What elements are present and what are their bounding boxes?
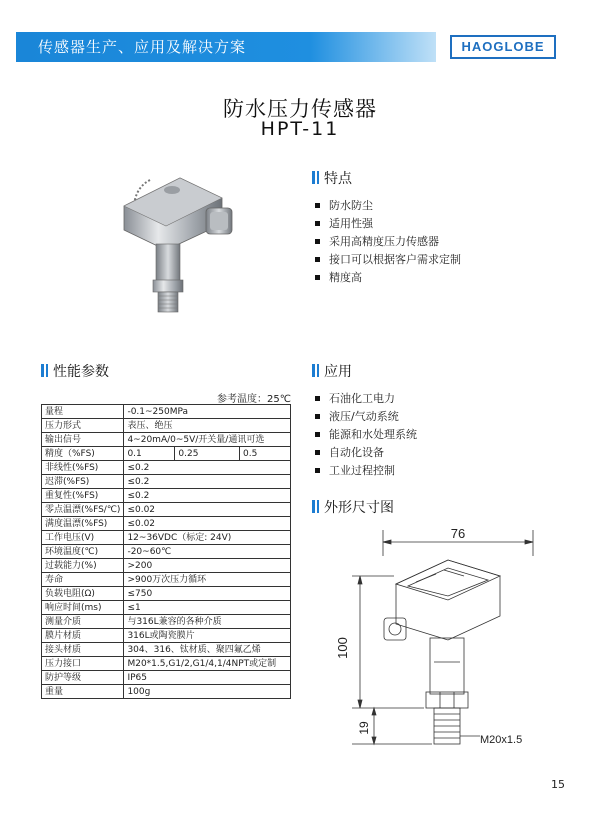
table-row: 迟滞(%FS) ≤0.2 (42, 475, 291, 489)
dim-thread-height-label: 19 (357, 721, 371, 735)
table-row: 测量介质 与316L兼容的各种介质 (42, 615, 291, 629)
product-model: HPT-11 (260, 118, 340, 140)
page-number: 15 (551, 778, 565, 791)
spec-table (41, 404, 291, 699)
dimensions-heading (312, 497, 452, 517)
brand-logo (450, 35, 556, 59)
table-row: 负载电阻(Ω) ≤750 (42, 587, 291, 601)
dim-width-label: 76 (450, 526, 466, 541)
bullet-square-icon (315, 203, 320, 208)
dim-thread-label: M20x1.5 (480, 734, 523, 746)
table-row: 压力形式 表压、绝压 (42, 419, 291, 433)
dimensions-heading-text: 外形尺寸图 (324, 500, 394, 516)
table-row: 精度（%FS) 0.1 0.25 0.5 (42, 447, 291, 461)
list-item: 自动化设备 (313, 446, 417, 464)
list-item: 防水防尘 (313, 199, 461, 217)
features-heading-text: 特点 (324, 171, 352, 187)
table-row: 量程 -0.1~250MPa (42, 405, 291, 419)
table-row: 环境温度(℃) -20~60℃ (42, 545, 291, 559)
header-title: 传感器生产、应用及解决方案 (38, 38, 247, 56)
table-row: 工作电压(V) 12~36VDC（标定: 24V) (42, 531, 291, 545)
features-list (313, 199, 461, 289)
table-row: 重量 100g (42, 685, 291, 699)
table-row: 膜片材质 316L或陶瓷膜片 (42, 629, 291, 643)
performance-heading (41, 361, 161, 381)
performance-heading-text: 性能参数 (53, 364, 109, 380)
list-item: 采用高精度压力传感器 (313, 235, 461, 253)
reference-temperature: 参考温度：25℃ (217, 394, 291, 405)
table-row: 输出信号 4~20mA/0~5V/开关量/通讯可选 (42, 433, 291, 447)
applications-list (313, 392, 417, 482)
dim-height-label: 100 (335, 637, 350, 659)
table-row: 满度温漂(%FS) ≤0.02 (42, 517, 291, 531)
table-row: 压力接口 M20*1.5,G1/2,G1/4,1/4NPT或定制 (42, 657, 291, 671)
table-row: 重复性(%FS) ≤0.2 (42, 489, 291, 503)
bullet-square-icon (315, 221, 320, 226)
table-row: 零点温漂(%FS/℃) ≤0.02 (42, 503, 291, 517)
applications-heading (312, 361, 432, 381)
table-row: 防护等级 IP65 (42, 671, 291, 685)
table-row: 响应时间(ms) ≤1 (42, 601, 291, 615)
features-heading (312, 168, 432, 188)
applications-heading-text: 应用 (324, 364, 352, 380)
list-item: 液压/气动系统 (313, 410, 417, 428)
list-item: 适用性强 (313, 217, 461, 235)
page-header (0, 0, 600, 64)
bullet-square-icon (315, 450, 320, 455)
bullet-square-icon (315, 257, 320, 262)
table-row: 接头材质 304、316、钛材质、聚四氟乙烯 (42, 643, 291, 657)
table-row: 寿命 >900万次压力循环 (42, 573, 291, 587)
table-row: 非线性(%FS) ≤0.2 (42, 461, 291, 475)
bullet-square-icon (315, 239, 320, 244)
bullet-square-icon (315, 396, 320, 401)
bullet-square-icon (315, 432, 320, 437)
list-item: 精度高 (313, 271, 461, 289)
list-item: 接口可以根据客户需求定制 (313, 253, 461, 271)
dimension-drawing (335, 522, 548, 757)
table-row: 过载能力(%) >200 (42, 559, 291, 573)
list-item: 工业过程控制 (313, 464, 417, 482)
bullet-square-icon (315, 468, 320, 473)
list-item: 石油化工电力 (313, 392, 417, 410)
list-item: 能源和水处理系统 (313, 428, 417, 446)
product-name: 防水压力传感器 (223, 97, 377, 121)
brand-logo-text: HAOGLOBE (461, 39, 545, 54)
bullet-square-icon (315, 275, 320, 280)
product-photo (110, 168, 250, 318)
bullet-square-icon (315, 414, 320, 419)
